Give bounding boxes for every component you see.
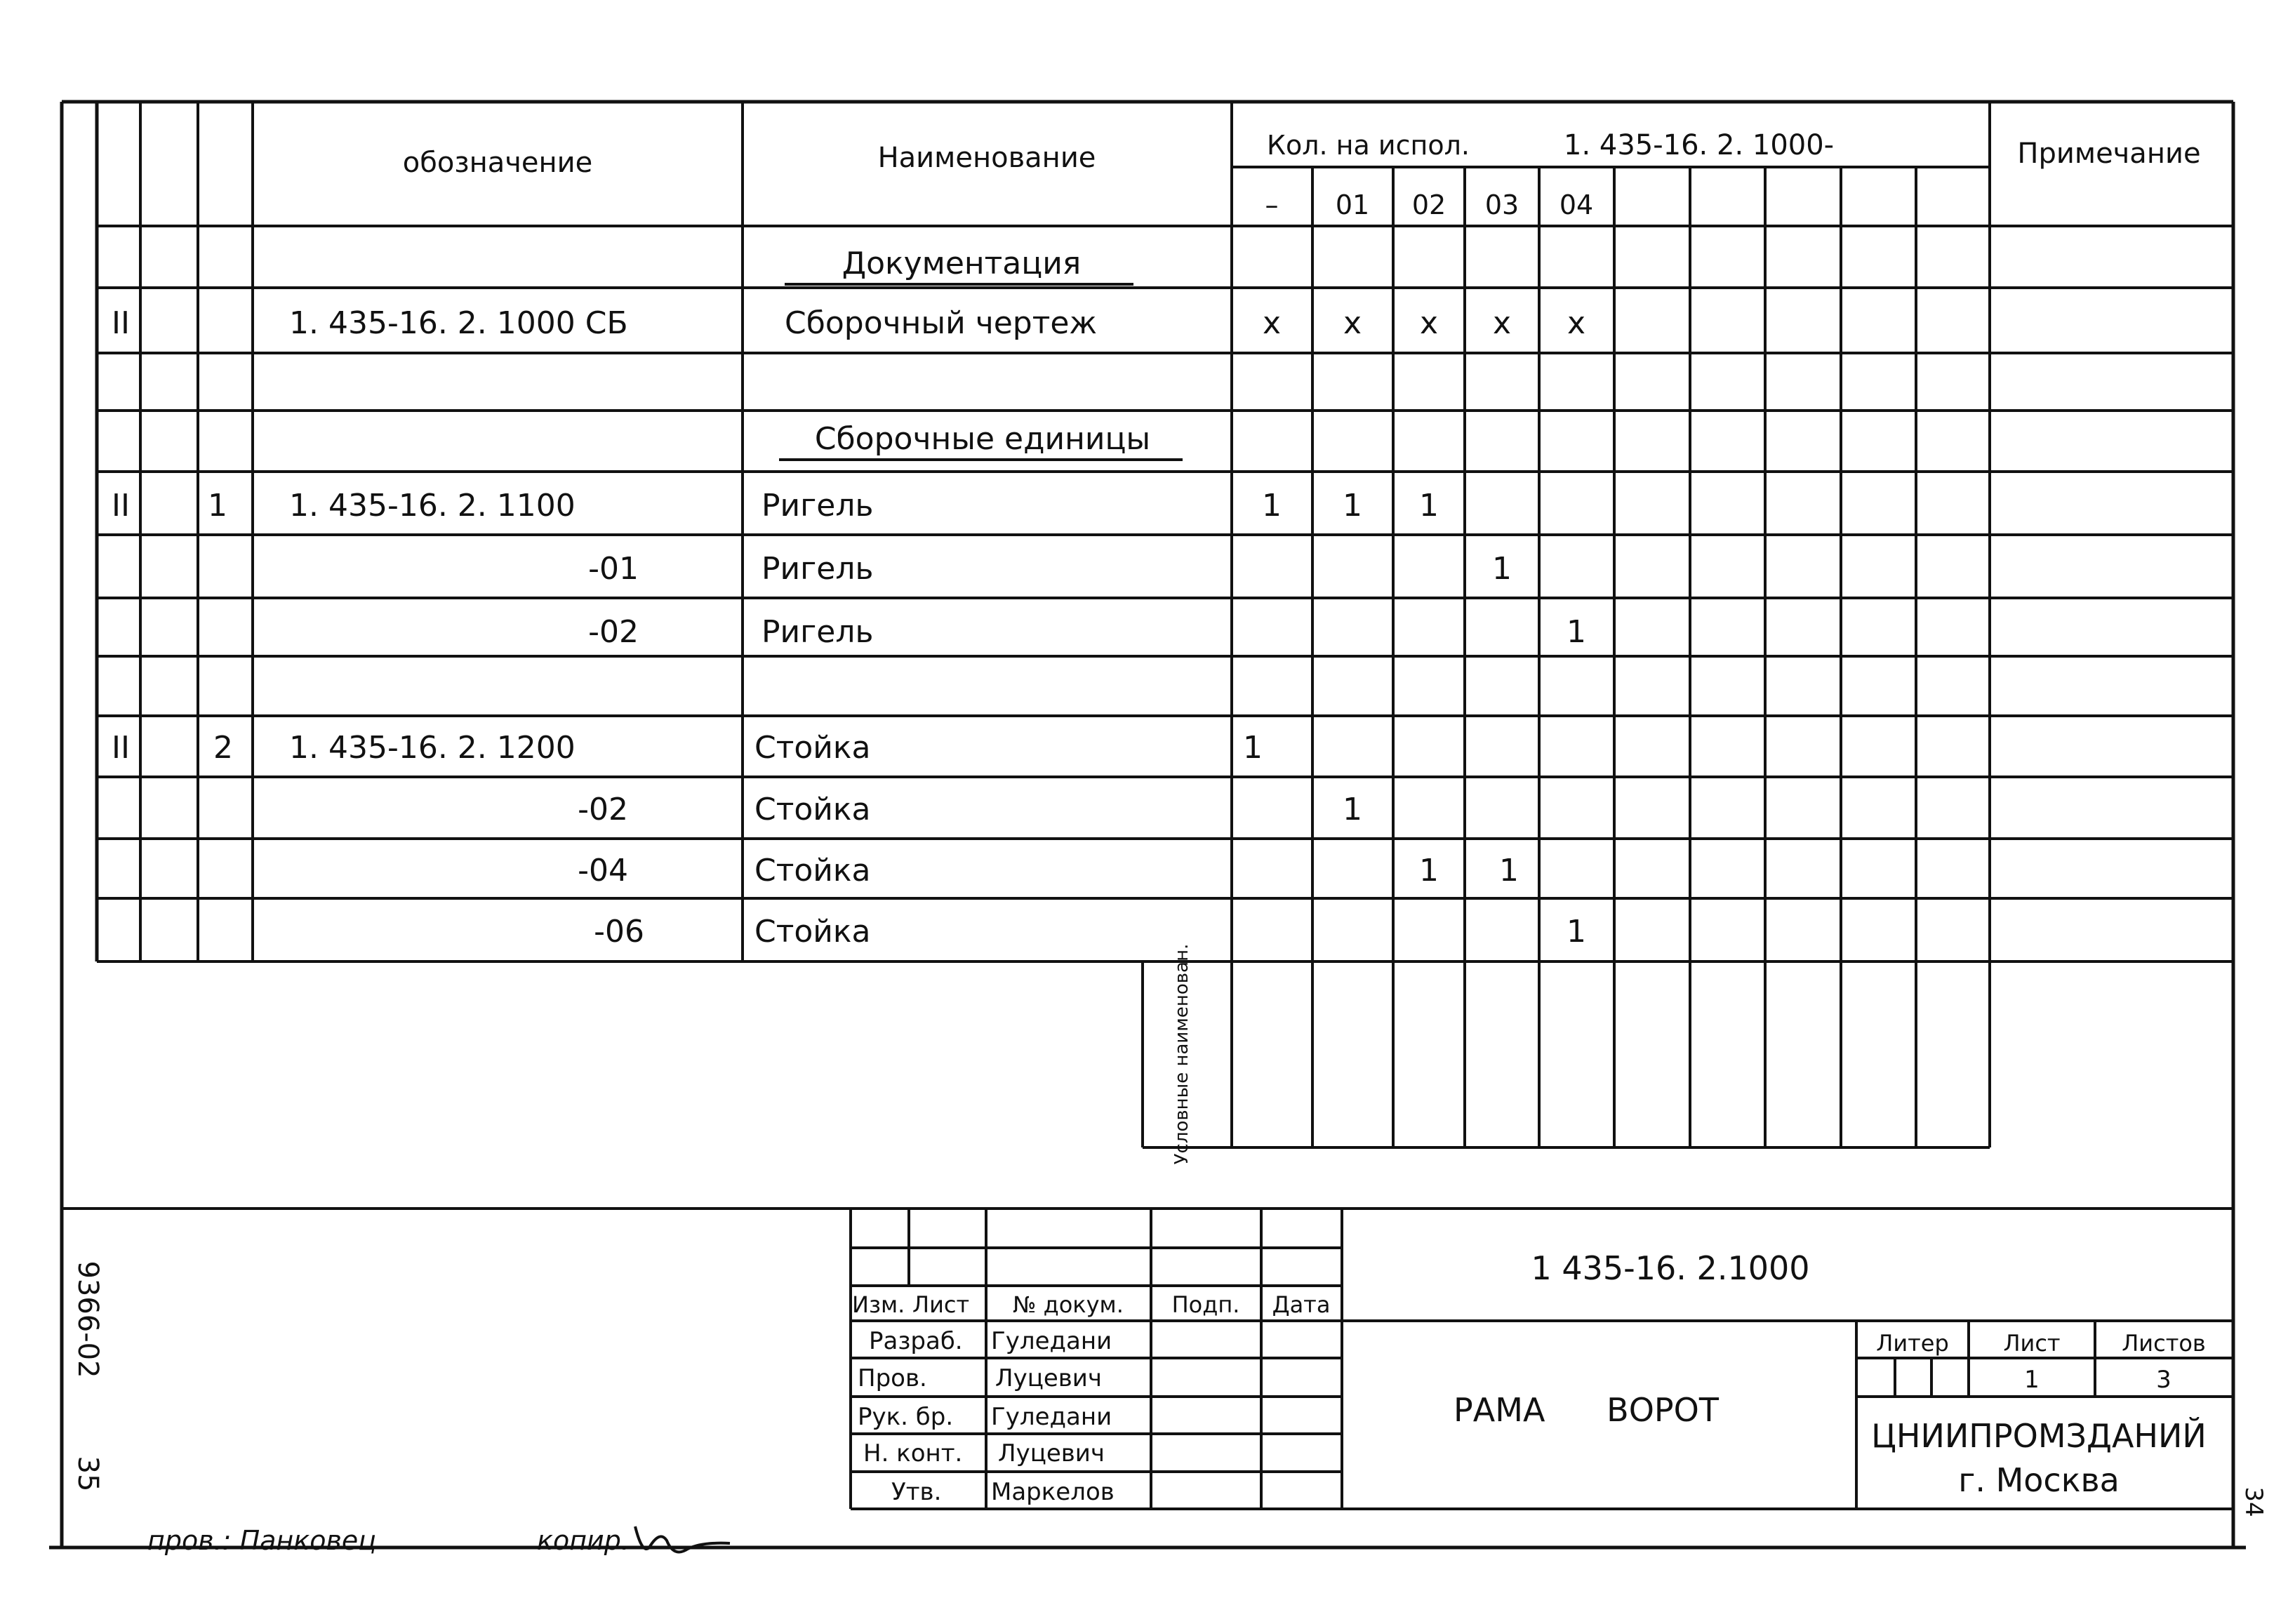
tb-role: Утв. bbox=[891, 1478, 942, 1506]
page-number-right: 34 bbox=[2240, 1486, 2268, 1517]
tb-sheets-label: Листов bbox=[2122, 1330, 2206, 1357]
tb-sheets-value: 3 bbox=[2156, 1366, 2171, 1394]
tb-col-docnum: № докум. bbox=[1013, 1291, 1124, 1318]
row-position: 2 bbox=[213, 730, 233, 766]
row-designation: -01 bbox=[588, 551, 639, 587]
row-qty: 1 bbox=[1567, 614, 1586, 650]
row-designation: -02 bbox=[578, 792, 628, 827]
row-qty: 1 bbox=[1262, 488, 1282, 524]
row-name: Ригель bbox=[761, 488, 874, 524]
page-number-left: 35 bbox=[72, 1456, 104, 1492]
variant-label: 04 bbox=[1559, 189, 1594, 220]
row-designation: -04 bbox=[578, 853, 628, 888]
row-name: Стойка bbox=[754, 792, 871, 827]
tb-role: Пров. bbox=[858, 1364, 927, 1392]
row-name: Стойка bbox=[754, 914, 871, 950]
row-format: II bbox=[112, 730, 130, 766]
tb-sheet-value: 1 bbox=[2024, 1366, 2040, 1394]
row-qty: 1 bbox=[1343, 792, 1362, 827]
tb-organization: ЦНИИПРОМЗДАНИЙ bbox=[1871, 1417, 2207, 1455]
header-qty-code: 1. 435-16. 2. 1000- bbox=[1564, 129, 1835, 161]
variant-label: 02 bbox=[1411, 189, 1446, 220]
header-designation: обозначение bbox=[402, 147, 593, 179]
tb-person: Маркелов bbox=[991, 1478, 1115, 1506]
table-row bbox=[112, 305, 1585, 341]
variant-label: 01 bbox=[1335, 189, 1370, 220]
table-row bbox=[588, 614, 1586, 650]
title-block-labels bbox=[852, 1291, 1330, 1318]
row-qty: x bbox=[1567, 305, 1586, 341]
row-designation: -06 bbox=[594, 914, 644, 950]
conventional-names-label: Условные наименован. bbox=[1171, 943, 1192, 1165]
variant-label: 03 bbox=[1484, 189, 1519, 220]
row-qty: x bbox=[1343, 305, 1362, 341]
table-row bbox=[112, 730, 1263, 766]
row-qty: 1 bbox=[1499, 853, 1519, 888]
row-qty: x bbox=[1262, 305, 1282, 341]
table-row bbox=[578, 853, 1519, 888]
tb-person: Луцевич bbox=[995, 1364, 1102, 1392]
header-note: Примечание bbox=[2017, 138, 2201, 170]
tb-role: Рук. бр. bbox=[858, 1403, 954, 1431]
archive-number: 9366-02 bbox=[72, 1260, 104, 1378]
row-position: 1 bbox=[208, 488, 227, 524]
row-name: Сборочный чертеж bbox=[785, 305, 1098, 341]
tb-litera-label: Литер bbox=[1876, 1330, 1949, 1357]
row-designation: 1. 435-16. 2. 1200 bbox=[289, 730, 576, 766]
header-name: Наименование bbox=[877, 142, 1096, 174]
row-format: II bbox=[112, 488, 130, 524]
row-designation: -02 bbox=[588, 614, 639, 650]
row-qty: 1 bbox=[1419, 853, 1439, 888]
tb-role: Н. конт. bbox=[863, 1439, 963, 1467]
footer-copied: копир. bbox=[537, 1525, 630, 1556]
row-qty: 1 bbox=[1492, 551, 1512, 587]
row-qty: 1 bbox=[1243, 730, 1263, 766]
tb-person: Гуледани bbox=[991, 1403, 1112, 1431]
tb-organization-city: г. Москва bbox=[1958, 1461, 2120, 1499]
table-row bbox=[578, 792, 1362, 827]
tb-person: Луцевич bbox=[998, 1439, 1105, 1467]
table-row bbox=[588, 551, 1512, 587]
tb-col-date: Дата bbox=[1272, 1291, 1331, 1318]
footer-checked: пров.: Панковец bbox=[147, 1525, 377, 1556]
table-header bbox=[403, 129, 2201, 220]
row-designation: 1. 435-16. 2. 1100 bbox=[289, 488, 576, 524]
section-documentation: Документация bbox=[842, 246, 1082, 281]
row-name: Стойка bbox=[754, 730, 871, 766]
tb-document-code: 1 435-16. 2.1000 bbox=[1531, 1249, 1810, 1287]
row-format: II bbox=[112, 305, 130, 341]
row-qty: x bbox=[1419, 305, 1439, 341]
row-qty: x bbox=[1492, 305, 1512, 341]
table-row bbox=[112, 488, 1439, 524]
variant-label: – bbox=[1265, 189, 1279, 220]
row-name: Стойка bbox=[754, 853, 871, 888]
row-qty: 1 bbox=[1567, 914, 1586, 950]
row-designation: 1. 435-16. 2. 1000 СБ bbox=[289, 305, 628, 341]
tb-col-signature: Подп. bbox=[1171, 1291, 1240, 1318]
tb-person: Гуледани bbox=[991, 1327, 1112, 1355]
tb-col-change: Изм. bbox=[852, 1291, 905, 1318]
spec-table-grid bbox=[62, 102, 2233, 1209]
section-assembly-units: Сборочные единицы bbox=[814, 421, 1151, 457]
tb-col-sheet: Лист bbox=[912, 1291, 970, 1318]
header-qty-prefix: Кол. на испол. bbox=[1267, 130, 1470, 161]
row-qty: 1 bbox=[1419, 488, 1439, 524]
row-qty: 1 bbox=[1343, 488, 1362, 524]
row-name: Ригель bbox=[761, 614, 874, 650]
tb-role: Разраб. bbox=[869, 1327, 963, 1355]
row-name: Ригель bbox=[761, 551, 874, 587]
tb-drawing-title: РАМА ВОРОТ bbox=[1454, 1391, 1719, 1429]
tb-sheet-label: Лист bbox=[2003, 1330, 2061, 1357]
